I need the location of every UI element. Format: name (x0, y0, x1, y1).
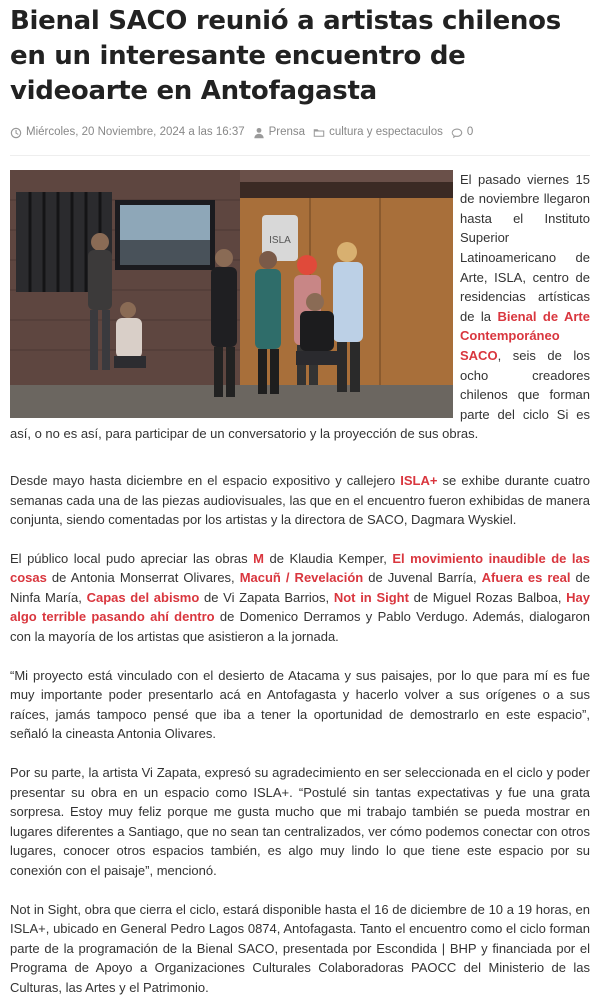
meta-comments-count: 0 (466, 126, 474, 138)
paragraph-3-text-a: El público local pudo apreciar las obras (10, 550, 254, 566)
link-work-movimiento[interactable]: El movimiento inaudible de las cosas (10, 550, 590, 586)
link-work-macun[interactable]: Macuñ / Revelación (239, 570, 364, 586)
user-icon (253, 127, 265, 139)
meta-date (10, 123, 245, 143)
link-work-afuera[interactable]: Afuera es real (481, 570, 571, 586)
clock-icon (10, 127, 22, 139)
paragraph-3-text-b: de Klaudia Kemper, (264, 550, 393, 566)
article-container (0, 4, 600, 998)
link-work-capas[interactable]: Capas del abismo (86, 589, 200, 605)
paragraph-2 (10, 463, 590, 530)
comment-icon (451, 127, 463, 139)
article-photo (10, 170, 453, 418)
paragraph-3-text-c: de Antonia Monserrat Olivares, (46, 570, 240, 586)
link-work-hay-algo[interactable]: Hay algo terrible pasando ahí dentro (10, 589, 590, 625)
paragraph-3-text-f: de Vi Zapata Barrios, (199, 589, 334, 605)
paragraph-3-text-d: de Juvenal Barría, (363, 570, 482, 586)
link-work-not-in-sight[interactable]: Not in Sight (333, 589, 409, 605)
paragraph-2-text-a: Desde mayo hasta diciembre en el espacio expositivo y callejero (10, 472, 401, 488)
article-meta (10, 123, 590, 156)
paragraph-3-text-g: de Miguel Rozas Balboa, (408, 589, 567, 605)
meta-author[interactable] (253, 123, 305, 143)
meta-category-text: cultura y espectaculos (329, 126, 443, 138)
folder-icon (313, 127, 325, 139)
article-body (10, 170, 590, 998)
paragraph-6: Not in Sight, obra que cierra el ciclo, estará disponible hasta el 16 de diciembre de 10 a 19 horas, en ISLA+, ubicado en General Pedro Lagos 0874, Antofagasta. Tanto el encuentro como el ciclo forman parte de la programación de la Bienal SACO, presentada por Escondida | BHP y financiada por el Programa de Apoyo a Organizaciones Culturales Colaboradoras PAOCC del Ministerio de las Culturas, las Artes y el Patrimonio. (10, 901, 590, 995)
paragraph-1-text-a: El pasado viernes 15 de noviembre llegaron hasta el Instituto Superior Latinoamericano de Arte, ISLA, centro de residencias artísticas de la (460, 171, 590, 324)
meta-date-text: Miércoles, 20 Noviembre, 2024 a las 16:37 (26, 126, 245, 138)
paragraph-3-text-h: de Domenico Derramos y Pablo Verdugo. Además, dialogaron con la mayoría de los artistas que asistieron a la jornada. (10, 609, 591, 645)
meta-author-text: Prensa (268, 126, 306, 138)
paragraph-5: Por su parte, la artista Vi Zapata, expresó su agradecimiento en ser seleccionada en el ciclo y poder presentar su obra en un espacio como ISLA+. “Postulé sin tantas expectativas y fue una grata sorpresa. Estoy muy feliz porque me gusta mucho que mi trabajo también se pueda mostrar en lugares diferentes a Santiago, que no sean tan centralizados, ver cómo podemos conectar con otros lugares, conocer otros espacios también, es algo muy lindo lo que tiene este espacio por su conexión con el paisaje”, mencionó. (10, 765, 590, 878)
paragraph-3-text-e: de Ninfa María, (10, 570, 590, 605)
article-title: Bienal SACO reunió a artistas chilenos en un interesante encuentro de videoarte en Antofagasta (10, 6, 561, 106)
paragraph-1-text-b: , seis de los ocho creadores chilenos que forman parte del ciclo Si es así, o no es así, para participar de un conversatorio y la proyección de sus obras. (10, 347, 590, 442)
isla-sign-text: ISLA (269, 234, 291, 246)
link-isla-plus[interactable]: ISLA+ (400, 472, 438, 488)
link-bienal-saco[interactable]: Bienal de Arte Contemporáneo SACO (460, 308, 590, 363)
group-photo-image (10, 170, 453, 418)
link-work-m[interactable]: M (253, 550, 265, 566)
meta-category[interactable] (313, 123, 443, 143)
paragraph-2-text-b: se exhibe durante cuatro semanas cada una de las piezas audiovisuales, las que en el encuentro fueron exhibidas de manera conjunta, siendo comentadas por los artistas y la directora de SACO, Dagmara Wyskiel. (10, 472, 590, 528)
paragraph-4: “Mi proyecto está vinculado con el desierto de Atacama y sus paisajes, por lo que para mí es fue muy importante poder presentarlo acá en Antofagasta y hacerlo volver a sus orígenes o a sus raíces, jamás tampoco pensé que iba a tener la oportunidad de demostrarlo en este espacio”, señaló la cineasta Antonia Olivares. (10, 667, 590, 742)
meta-comments[interactable] (451, 123, 473, 143)
paragraph-3 (10, 549, 590, 647)
